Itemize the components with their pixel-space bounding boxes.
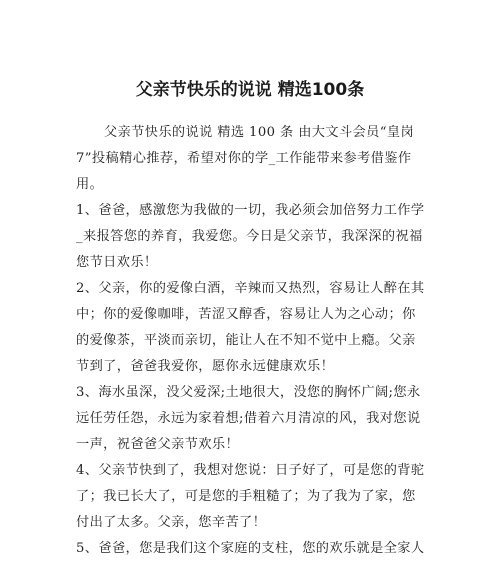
item-4-line: 4、父亲节快到了，我想对您说：日子好了，可是您的背驼 (76, 463, 425, 478)
item-3-line: 远任劳任怨，永远为家着想;借着六月清凉的风，我对您说 (76, 411, 421, 426)
item-2-line: 的爱像茶，平淡而亲切，能让人在不知不觉中上瘾。父亲 (76, 333, 416, 348)
document-body (76, 120, 432, 562)
intro-line: 用。 (76, 177, 104, 192)
intro-line: 父亲节快乐的说说 精选 100 条 由大文斗会员“皇岗 (104, 125, 415, 140)
item-2-line: 2、父亲，你的爱像白酒，辛辣而又热烈，容易让人醉在其 (76, 281, 425, 296)
item-2-line: 节到了，爸爸我爱你，愿你永远健康欢乐！ (76, 359, 335, 374)
item-1-line: 1、爸爸，感激您为我做的一切，我必须会加倍努力工作学 (76, 203, 425, 218)
item-1-line: _来报答您的养育，我爱您。今日是父亲节，我深深的祝福 (76, 229, 423, 244)
intro-line: 7”投稿精心推荐，希望对你的学_工作能带来参考借鉴作 (76, 151, 412, 166)
item-1-line: 您节日欢乐！ (76, 255, 158, 270)
page-title: 父亲节快乐的说说 精选100条 (135, 80, 365, 100)
item-3-line: 3、海水虽深，没父爱深;土地很大，没您的胸怀广阔;您永 (76, 385, 421, 400)
item-3-line: 一声，祝爸爸父亲节欢乐！ (76, 437, 240, 452)
item-4-line: 了；我已长大了，可是您的手粗糙了；为了我为了家，您 (76, 489, 416, 504)
item-5-line: 5、爸爸，您是我们这个家庭的支柱，您的欢乐就是全家人 (76, 541, 425, 556)
item-4-line: 付出了太多。父亲，您辛苦了！ (76, 515, 267, 530)
item-2-line: 中；你的爱像咖啡，苦涩又醇香，容易让人为之心动；你 (76, 307, 416, 322)
